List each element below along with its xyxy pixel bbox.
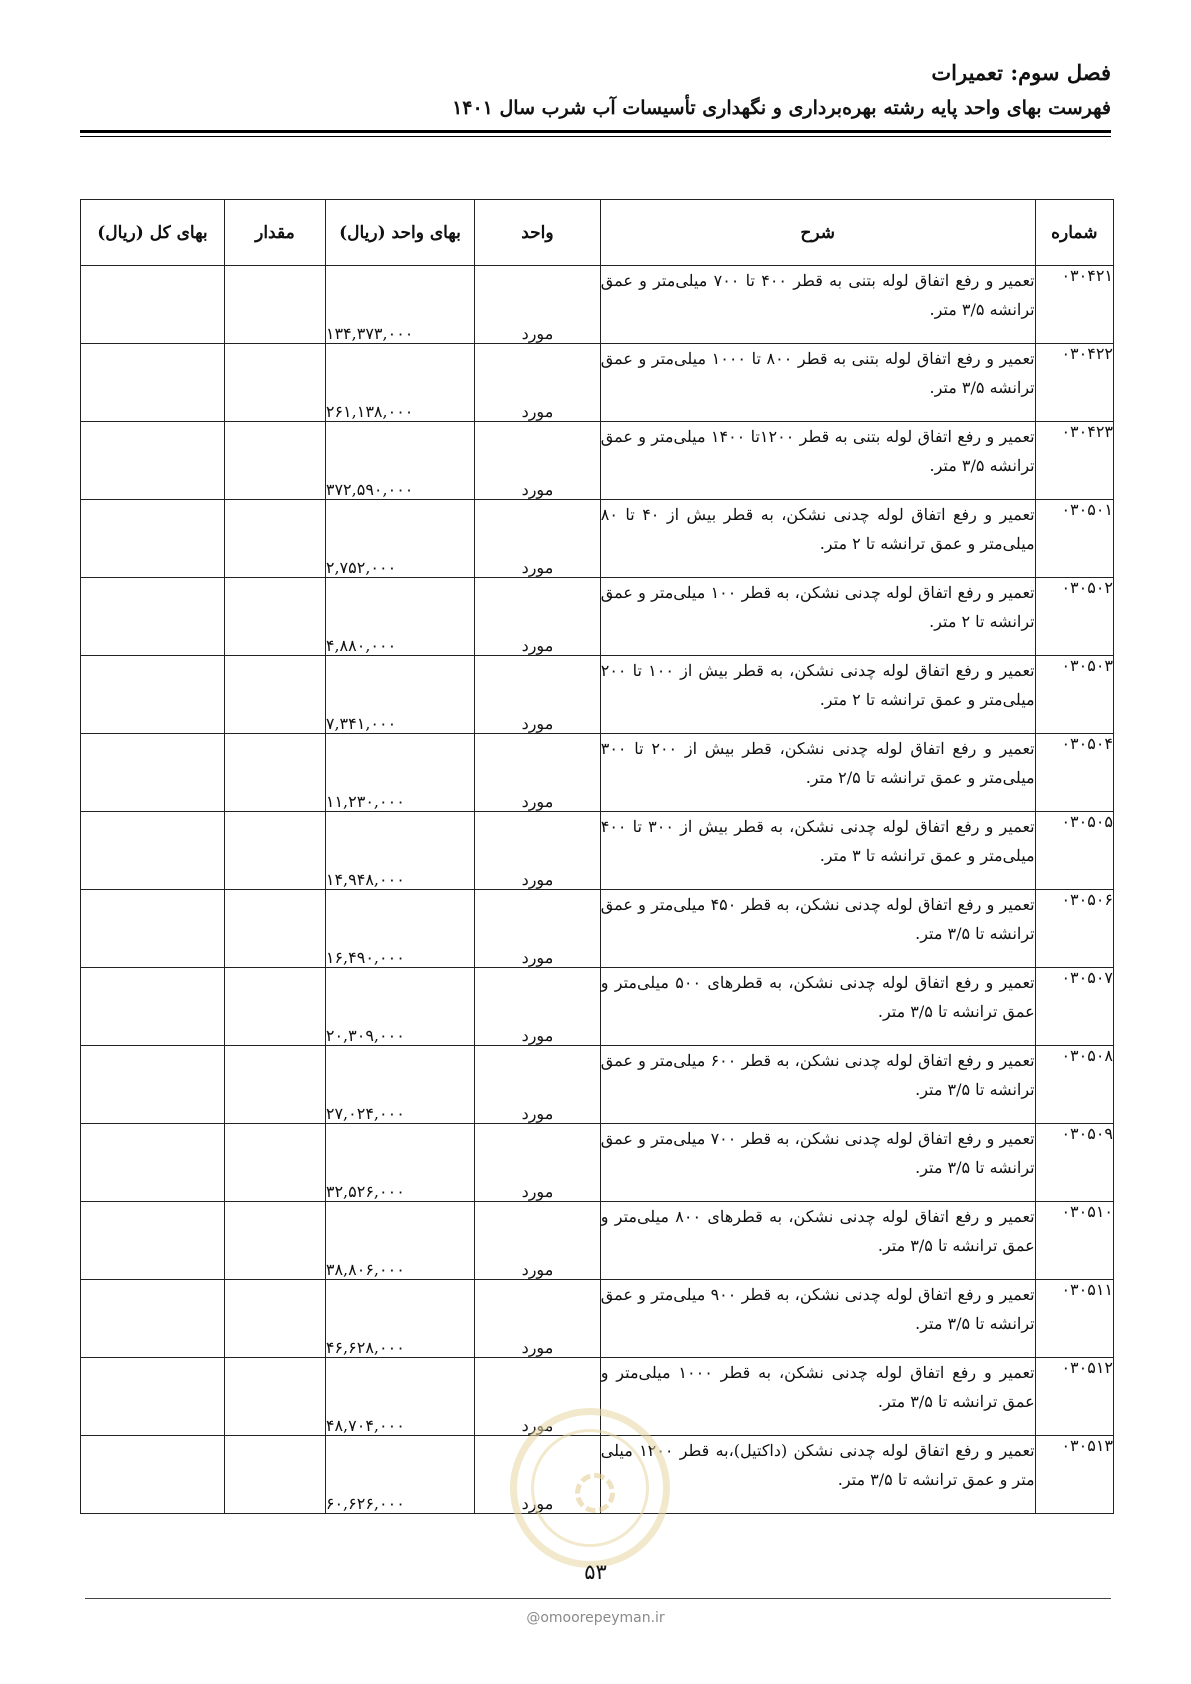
- row-total-price: [81, 812, 225, 890]
- row-unit-price: ۷,۳۴۱,۰۰۰: [325, 656, 474, 734]
- row-unit-price: ۳۷۲,۵۹۰,۰۰۰: [325, 422, 474, 500]
- row-total-price: [81, 1202, 225, 1280]
- row-unit-price: ۲۷,۰۲۴,۰۰۰: [325, 1046, 474, 1124]
- row-code: ۰۳۰۴۲۱: [1035, 266, 1113, 344]
- document-subtitle: فهرست بهای واحد پایه رشته بهره‌برداری و نگهداری تأسیسات آب شرب سال ۱۴۰۱: [452, 97, 1111, 119]
- header-rule-thin: [80, 136, 1111, 137]
- row-unit: مورد: [475, 1280, 601, 1358]
- row-description: تعمیر و رفع اتفاق لوله چدنی نشکن، به قطر بیش از ۱۰۰ تا ۲۰۰ میلی‌متر و عمق ترانشه تا ۲ متر.: [600, 656, 1035, 734]
- row-total-price: [81, 266, 225, 344]
- row-unit-price: ۶۰,۶۲۶,۰۰۰: [325, 1436, 474, 1514]
- row-total-price: [81, 1280, 225, 1358]
- row-quantity: [224, 1202, 325, 1280]
- row-unit: مورد: [475, 578, 601, 656]
- row-quantity: [224, 812, 325, 890]
- row-quantity: [224, 1358, 325, 1436]
- header-rule-thick: [80, 130, 1111, 133]
- seal-watermark: [510, 1408, 670, 1568]
- row-description: تعمیر و رفع اتفاق لوله بتنی به قطر ۸۰۰ تا ۱۰۰۰ میلی‌متر و عمق ترانشه ۳/۵ متر.: [600, 344, 1035, 422]
- footer-watermark-text: @omoorepeyman.ir: [526, 1610, 665, 1626]
- row-unit: مورد: [475, 1124, 601, 1202]
- row-quantity: [224, 656, 325, 734]
- table-header-row: [81, 200, 1114, 266]
- row-unit-price: ۲,۷۵۲,۰۰۰: [325, 500, 474, 578]
- header-code: شماره: [1035, 200, 1113, 266]
- header-description: شرح: [600, 200, 1035, 266]
- price-list-table: [80, 199, 1114, 1514]
- row-unit-price: ۳۸,۸۰۶,۰۰۰: [325, 1202, 474, 1280]
- row-description: تعمیر و رفع اتفاق لوله چدنی نشکن، به قطر ۶۰۰ میلی‌متر و عمق ترانشه تا ۳/۵ متر.: [600, 1046, 1035, 1124]
- row-unit-price: ۱۱,۲۳۰,۰۰۰: [325, 734, 474, 812]
- table-row: [81, 968, 1114, 1046]
- row-description: تعمیر و رفع اتفاق لوله چدنی نشکن، به قطر بیش از ۴۰ تا ۸۰ میلی‌متر و عمق ترانشه تا ۲ متر.: [600, 500, 1035, 578]
- row-code: ۰۳۰۴۲۲: [1035, 344, 1113, 422]
- row-unit: مورد: [475, 422, 601, 500]
- header-total-price: بهای کل (ریال): [81, 200, 225, 266]
- row-code: ۰۳۰۵۰۶: [1035, 890, 1113, 968]
- row-quantity: [224, 344, 325, 422]
- row-total-price: [81, 656, 225, 734]
- table-row: [81, 500, 1114, 578]
- row-total-price: [81, 422, 225, 500]
- row-code: ۰۳۰۵۰۷: [1035, 968, 1113, 1046]
- row-unit: مورد: [475, 890, 601, 968]
- row-total-price: [81, 1358, 225, 1436]
- row-unit: مورد: [475, 266, 601, 344]
- row-total-price: [81, 1046, 225, 1124]
- chapter-title: فصل سوم: تعمیرات: [931, 60, 1111, 85]
- row-code: ۰۳۰۵۱۱: [1035, 1280, 1113, 1358]
- table-row: [81, 344, 1114, 422]
- row-total-price: [81, 344, 225, 422]
- row-unit: مورد: [475, 1202, 601, 1280]
- row-quantity: [224, 890, 325, 968]
- row-quantity: [224, 734, 325, 812]
- row-unit: مورد: [475, 1436, 601, 1514]
- row-unit: مورد: [475, 968, 601, 1046]
- row-code: ۰۳۰۵۱۰: [1035, 1202, 1113, 1280]
- table-row: [81, 1280, 1114, 1358]
- row-quantity: [224, 1124, 325, 1202]
- row-quantity: [224, 1436, 325, 1514]
- table-row: [81, 422, 1114, 500]
- row-quantity: [224, 968, 325, 1046]
- table-row: [81, 578, 1114, 656]
- row-description: تعمیر و رفع اتفاق لوله چدنی نشکن، به قطر بیش از ۳۰۰ تا ۴۰۰ میلی‌متر و عمق ترانشه تا ۳ متر.: [600, 812, 1035, 890]
- row-description: تعمیر و رفع اتفاق لوله چدنی نشکن، به قطر ۷۰۰ میلی‌متر و عمق ترانشه تا ۳/۵ متر.: [600, 1124, 1035, 1202]
- gear-icon: [575, 1473, 615, 1513]
- row-quantity: [224, 422, 325, 500]
- row-description: تعمیر و رفع اتفاق لوله بتنی به قطر ۴۰۰ تا ۷۰۰ میلی‌متر و عمق ترانشه ۳/۵ متر.: [600, 266, 1035, 344]
- row-unit-price: ۲۶۱,۱۳۸,۰۰۰: [325, 344, 474, 422]
- row-description: تعمیر و رفع اتفاق لوله چدنی نشکن، به قطر ۱۰۰۰ میلی‌متر و عمق ترانشه تا ۳/۵ متر.: [600, 1358, 1035, 1436]
- row-unit-price: ۴۶,۶۲۸,۰۰۰: [325, 1280, 474, 1358]
- row-total-price: [81, 1436, 225, 1514]
- row-unit: مورد: [475, 656, 601, 734]
- row-code: ۰۳۰۵۰۴: [1035, 734, 1113, 812]
- row-unit-price: ۱۶,۴۹۰,۰۰۰: [325, 890, 474, 968]
- table-row: [81, 1202, 1114, 1280]
- header-unit: واحد: [475, 200, 601, 266]
- row-code: ۰۳۰۵۱۳: [1035, 1436, 1113, 1514]
- row-unit: مورد: [475, 344, 601, 422]
- row-code: ۰۳۰۵۰۳: [1035, 656, 1113, 734]
- row-quantity: [224, 578, 325, 656]
- row-unit: مورد: [475, 500, 601, 578]
- row-unit-price: ۲۰,۳۰۹,۰۰۰: [325, 968, 474, 1046]
- footer-rule: [85, 1598, 1111, 1599]
- table-row: [81, 656, 1114, 734]
- row-quantity: [224, 1046, 325, 1124]
- table-row: [81, 812, 1114, 890]
- row-unit-price: ۴۸,۷۰۴,۰۰۰: [325, 1358, 474, 1436]
- header-unit-price: بهای واحد (ریال): [325, 200, 474, 266]
- row-description: تعمیر و رفع اتفاق لوله چدنی نشکن (داکتیل)،به قطر ۱۲۰۰ میلی متر و عمق ترانشه تا ۳/۵ متر.: [600, 1436, 1035, 1514]
- row-description: تعمیر و رفع اتفاق لوله چدنی نشکن، به قطر ۹۰۰ میلی‌متر و عمق ترانشه تا ۳/۵ متر.: [600, 1280, 1035, 1358]
- row-quantity: [224, 1280, 325, 1358]
- table-body: [81, 266, 1114, 1514]
- row-code: ۰۳۰۴۲۳: [1035, 422, 1113, 500]
- row-description: تعمیر و رفع اتفاق لوله چدنی نشکن، به قطر ۴۵۰ میلی‌متر و عمق ترانشه تا ۳/۵ متر.: [600, 890, 1035, 968]
- row-code: ۰۳۰۵۰۲: [1035, 578, 1113, 656]
- row-unit-price: ۱۳۴,۳۷۳,۰۰۰: [325, 266, 474, 344]
- page-header: [80, 58, 1111, 122]
- row-unit: مورد: [475, 812, 601, 890]
- table-row: [81, 1124, 1114, 1202]
- row-quantity: [224, 266, 325, 344]
- row-description: تعمیر و رفع اتفاق لوله چدنی نشکن، قطر بیش از ۲۰۰ تا ۳۰۰ میلی‌متر و عمق ترانشه تا ۲/۵ متر.: [600, 734, 1035, 812]
- row-total-price: [81, 890, 225, 968]
- header-quantity: مقدار: [224, 200, 325, 266]
- row-description: تعمیر و رفع اتفاق لوله چدنی نشکن، به قطرهای ۸۰۰ میلی‌متر و عمق ترانشه تا ۳/۵ متر.: [600, 1202, 1035, 1280]
- row-total-price: [81, 1124, 225, 1202]
- page-number: ۵۳: [584, 1560, 607, 1584]
- row-code: ۰۳۰۵۰۱: [1035, 500, 1113, 578]
- table-row: [81, 1046, 1114, 1124]
- row-code: ۰۳۰۵۰۸: [1035, 1046, 1113, 1124]
- row-quantity: [224, 500, 325, 578]
- row-description: تعمیر و رفع اتفاق لوله چدنی نشکن، به قطر ۱۰۰ میلی‌متر و عمق ترانشه تا ۲ متر.: [600, 578, 1035, 656]
- row-code: ۰۳۰۵۰۵: [1035, 812, 1113, 890]
- row-code: ۰۳۰۵۱۲: [1035, 1358, 1113, 1436]
- row-total-price: [81, 968, 225, 1046]
- row-unit: مورد: [475, 1046, 601, 1124]
- table-row: [81, 890, 1114, 968]
- table-row: [81, 734, 1114, 812]
- table-row: [81, 266, 1114, 344]
- row-unit-price: ۳۲,۵۲۶,۰۰۰: [325, 1124, 474, 1202]
- row-unit-price: ۱۴,۹۴۸,۰۰۰: [325, 812, 474, 890]
- row-unit: مورد: [475, 1358, 601, 1436]
- row-description: تعمیر و رفع اتفاق لوله چدنی نشکن، به قطرهای ۵۰۰ میلی‌متر و عمق ترانشه تا ۳/۵ متر.: [600, 968, 1035, 1046]
- row-code: ۰۳۰۵۰۹: [1035, 1124, 1113, 1202]
- row-unit-price: ۴,۸۸۰,۰۰۰: [325, 578, 474, 656]
- row-total-price: [81, 500, 225, 578]
- row-description: تعمیر و رفع اتفاق لوله بتنی به قطر ۱۲۰۰تا ۱۴۰۰ میلی‌متر و عمق ترانشه ۳/۵ متر.: [600, 422, 1035, 500]
- row-unit: مورد: [475, 734, 601, 812]
- row-total-price: [81, 578, 225, 656]
- row-total-price: [81, 734, 225, 812]
